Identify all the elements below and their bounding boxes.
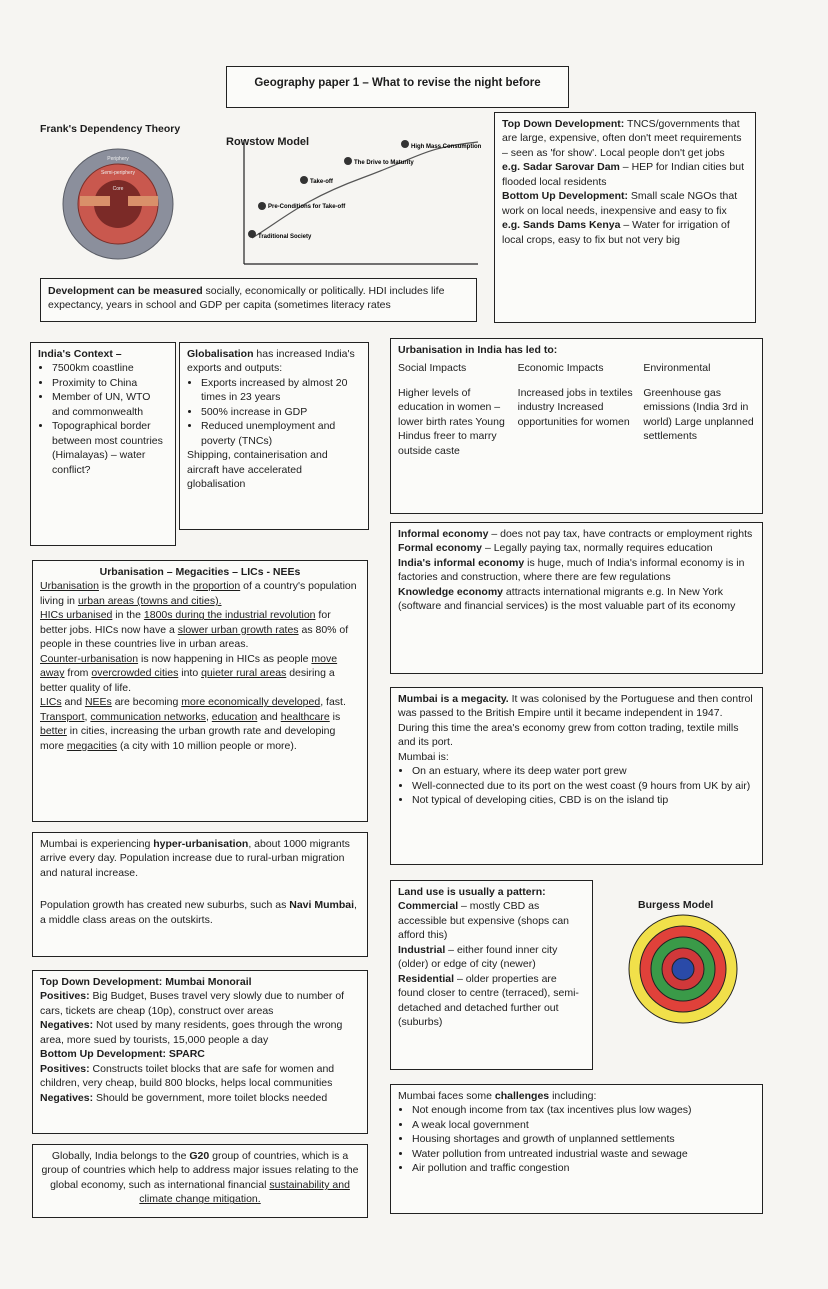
- column-body: Higher levels of education in women – lower birth rates Young Hindus freer to marry outside caste: [398, 386, 505, 457]
- td-heading: Top Down Development:: [502, 118, 625, 130]
- social-column: [398, 361, 510, 458]
- urbanisation-p2: HICs urbanised in the 1800s during the industrial revolution for better jobs. HICs now have a slower urban growth rates as 80% of people in these countries live in urban areas.: [40, 609, 349, 651]
- stage-label-2: Pre-Conditions for Take-off: [268, 204, 346, 210]
- development-measured-box: [40, 278, 477, 322]
- g20-box: Globally, India belongs to the G20 group of countries, which is a group of countries which help to address major issues relating to the global economy, such as international financial sustainability and climate change mitigation.: [32, 1144, 368, 1218]
- list-item: • Exports increased by almost 20 times in 23 years: [201, 376, 361, 405]
- environmental-column: [643, 361, 755, 458]
- list-item: • On an estuary, where its deep water port grew: [412, 764, 755, 778]
- mumbai-megacity-box: Mumbai is a megacity. It was colonised by the Portuguese and then control was passed to the British Empire until it became independent in 1947. During this time the area's economy grew from cotton trading, textile mills and its port. Mumbai is: • On an estuary, where its deep water port grew • Well-connected due to its port on the west coast (9 hours from UK by air) • Not typical of developing cities, CBD is on the island tip: [390, 687, 763, 865]
- rostow-heading: Rowstow Model: [226, 136, 310, 148]
- bu-example: e.g. Sands Dams Kenya: [502, 219, 621, 232]
- india-context-heading: India's Context –: [38, 348, 122, 360]
- column-body: Greenhouse gas emissions (India 3rd in world) Large unplanned settlements: [643, 386, 754, 443]
- stage-label-5: High Mass Consumption: [411, 144, 482, 150]
- mumbai-sub: Mumbai is:: [398, 750, 449, 763]
- stage-dot-1: [248, 230, 256, 238]
- stage-label-4: The Drive to Maturity: [354, 160, 414, 166]
- list-item: • 7500km coastline: [52, 361, 168, 375]
- burgess-ring-5: [672, 958, 694, 980]
- frank-heading: Frank's Dependency Theory: [40, 123, 181, 135]
- td-text: TNCS/governments that are large, expensive, often don't meet requirements – seen as 'for show'. Local people don't get jobs: [502, 118, 742, 159]
- dev-measured-lead: Development can be measured: [48, 285, 203, 297]
- urban-india-columns: [398, 361, 755, 458]
- monorail-sparc-box: Top Down Development: Mumbai Monorail Positives: Big Budget, Buses travel very slowly due to number of cars, tickets are cheap (10p), construct over areas Negatives: Not used by many residents, goes through the wrong area, more sued by tourists, 15,000 people a day Bottom Up Development: SPARC Positives: Constructs toilet blocks that are safe for women and children, very cheap, build 800 blocks, helps local communities Negatives: Should be government, more toilet blocks needed: [32, 970, 368, 1134]
- economic-column: [518, 361, 636, 458]
- frank-label-semi: Semi-periphery: [101, 170, 135, 176]
- column-title: Economic Impacts: [517, 362, 604, 375]
- informal-economy-box: Informal economy – does not pay tax, have contracts or employment rights Formal economy – Legally paying tax, normally requires education India's informal economy is huge, much of India's informal economy is in factories and construction, where there are few regulations Knowledge economy attracts international migrants e.g. In New York (software and financial services) is the most valuable part of its economy: [390, 522, 763, 674]
- stage-dot-4: [344, 157, 352, 165]
- urban-india-box: [390, 338, 763, 514]
- globalisation-footer: Shipping, containerisation and aircraft have accelerated globalisation: [187, 449, 328, 491]
- list-item: • Well-connected due to its port on the west coast (9 hours from UK by air): [412, 779, 755, 793]
- urbanisation-p4: LICs and NEEs are becoming more economically developed, fast. Transport, communication networks, education and healthcare is better in cities, increasing the urban growth rate and developing more megacities (a city with 10 million people or more).: [40, 696, 346, 752]
- globalisation-text: has increased India's exports and outputs:: [187, 348, 355, 375]
- column-body: Increased jobs in textiles industry Increased opportunities for women: [517, 386, 633, 428]
- list-item: • Water pollution from untreated industrial waste and sewage: [412, 1147, 755, 1161]
- urbanisation-p3: Counter-urbanisation is now happening in HICs as people move away from overcrowded cities into quieter rural areas desiring a better quality of life.: [40, 652, 338, 694]
- bu-heading: Bottom Up Development:: [502, 190, 628, 203]
- list-item: • Not typical of developing cities, CBD is on the island tip: [412, 793, 755, 807]
- urbanisation-box: [32, 560, 368, 822]
- arrow-right: [128, 196, 158, 206]
- hyper-p1: Mumbai is experiencing hyper-urbanisation, about 1000 migrants arrive every day. Population increase due to rural-urban migration and natural increase.: [40, 838, 350, 879]
- challenges-box: Mumbai faces some challenges including: • Not enough income from tax (tax incentives plus low wages) • A weak local government • Housing shortages and growth of unplanned settlements • Water pollution from untreated industrial waste and sewage • Air pollution and traffic congestion: [390, 1084, 763, 1214]
- globalisation-box: [179, 342, 369, 530]
- india-context-box: [30, 342, 176, 546]
- rostow-curve: [252, 142, 478, 238]
- stage-label-1: Traditional Society: [258, 234, 312, 240]
- td-example: e.g. Sadar Sarovar Dam: [502, 161, 620, 174]
- column-title: Social Impacts: [398, 362, 467, 375]
- bu-text: Small scale NGOs that work on local needs, inexpensive and easy to fix: [502, 190, 738, 217]
- list-item: • Topographical border between most countries (Himalayas) – water conflict?: [52, 419, 168, 477]
- urbanisation-heading: Urbanisation – Megacities – LICs - NEEs: [99, 566, 301, 578]
- list-item: • Not enough income from tax (tax incentives plus low wages): [412, 1103, 755, 1117]
- stage-dot-5: [401, 140, 409, 148]
- urban-india-heading: Urbanisation in India has led to:: [398, 344, 558, 356]
- page-title: Geography paper 1 – What to revise the night before: [254, 77, 541, 89]
- stage-dot-2: [258, 202, 266, 210]
- arrow-left: [80, 196, 110, 206]
- list-item: • Proximity to China: [52, 376, 168, 390]
- burgess-diagram: [626, 912, 740, 1026]
- list-item: • Reduced unemployment and poverty (TNCs): [201, 419, 361, 448]
- list-item: • A weak local government: [412, 1118, 755, 1132]
- globalisation-list: [187, 376, 361, 448]
- hyper-urbanisation-box: [32, 832, 368, 957]
- page-title-box: [226, 66, 569, 108]
- td-example-text: – HEP for Indian cities but flooded local residents: [502, 161, 745, 188]
- hyper-p2: Population growth has created new suburbs, such as Navi Mumbai, a middle class areas on the outskirts.: [40, 899, 357, 926]
- rostow-diagram: [242, 140, 482, 270]
- dev-measured-text: socially, economically or politically. HDI includes life expectancy, years in school and GDP per capita (sometimes literacy rates: [48, 285, 445, 312]
- list-item: • Air pollution and traffic congestion: [412, 1161, 755, 1175]
- list-item: • Member of UN, WTO and commonwealth: [52, 390, 168, 419]
- bu-example-text: – Water for irrigation of local crops, easy to fix but not very big: [502, 219, 730, 246]
- globalisation-lead: Globalisation: [187, 348, 254, 360]
- frank-label-periphery: Periphery: [107, 156, 129, 162]
- list-item: • 500% increase in GDP: [201, 405, 361, 419]
- stage-label-3: Take-off: [310, 179, 333, 185]
- stage-dot-3: [300, 176, 308, 184]
- frank-diagram: [60, 144, 176, 262]
- list-item: • Housing shortages and growth of unplanned settlements: [412, 1132, 755, 1146]
- challenges-list: [398, 1103, 755, 1175]
- india-context-list: [38, 361, 168, 477]
- column-title: Environmental: [643, 362, 711, 375]
- land-use-box: Land use is usually a pattern: Commercial – mostly CBD as accessible but expensive (shops can afford this) Industrial – either found inner city (older) or edge of city (newer) Residential – older properties are found closer to centre (terraced), semi-detached and detached further out (suburbs): [390, 880, 593, 1070]
- urbanisation-p1: Urbanisation is the growth in the proportion of a country's population living in urban areas (towns and cities).: [40, 580, 357, 607]
- top-bottom-dev-box: [494, 112, 756, 323]
- burgess-heading: Burgess Model: [638, 899, 714, 911]
- mumbai-list: [398, 764, 755, 807]
- frank-label-core: Core: [112, 186, 124, 192]
